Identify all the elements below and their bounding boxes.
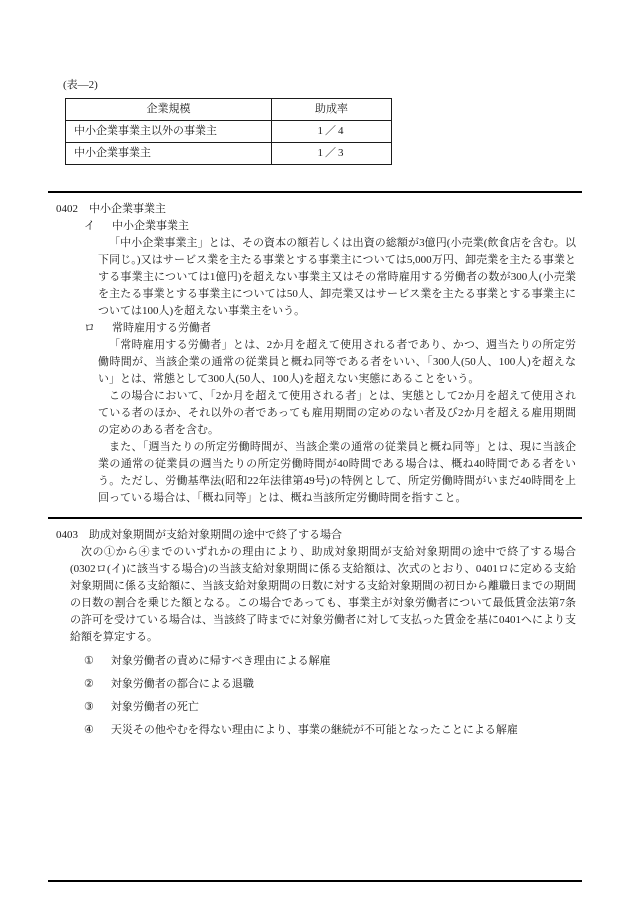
subsection-a-heading <box>84 218 576 235</box>
paragraph-sub-a: 「中小企業事業主」とは、その資本の額若しくは出資の総額が3億円(小売業(飲食店を含む。以下同じ。)又はサービス業を主たる事業とする事業主については5,000万円、卸売業を主たる事業とする事業主については1億円)を超えない事業主又はその常時雇用する労働者の数が300人(小売業を主たる事業とする事業主については50人、卸売業又はサービス業を主たる事業とする事業主については100人)を超えない事業主をいう。 <box>98 237 576 317</box>
cell-grant-rate: 1／4 <box>272 121 392 143</box>
list-item <box>84 676 576 693</box>
item-marker: ② <box>84 678 94 690</box>
table-row <box>66 121 392 143</box>
table-header-grant-rate: 助成率 <box>272 99 392 121</box>
item-marker: ④ <box>84 724 94 736</box>
table-header-company-size: 企業規模 <box>66 99 272 121</box>
table-label: (表―2) <box>63 79 98 91</box>
section-0402-heading <box>56 201 576 218</box>
item-text: 対象労働者の責めに帰すべき理由による解雇 <box>110 655 331 667</box>
item-marker: ③ <box>84 701 94 713</box>
subsection-marker: イ <box>84 220 95 232</box>
table-row <box>66 143 392 165</box>
item-text: 対象労働者の死亡 <box>110 701 199 713</box>
subsection-title: 常時雇用する労働者 <box>112 322 211 334</box>
paragraph-0403: 次の①から④までのいずれかの理由により、助成対象期間が支給対象期間の途中で終了する場合(0302ロ(イ)に該当する場合)の当該支給対象期間に係る支給額は、次式のとおり、0401ロに定める支給対象期間に係る支給額に、当該支給対象期間の日数に対する支給対象期間の初日から離職日までの期間の日数の割合を乗じた額となる。この場合であっても、事業主が対象労働者について最低賃金法第7条の許可を受けている場合は、当該終了時までに対象労働者に対して支払った賃金を基に0401ヘにより支給額を算定する。 <box>70 546 576 643</box>
table-header-row <box>66 99 392 121</box>
reason-list <box>84 653 576 739</box>
item-marker: ① <box>84 655 94 667</box>
section-number: 0402 <box>56 203 78 215</box>
section-title: 中小企業事業主 <box>89 203 166 215</box>
subsection-title: 中小企業事業主 <box>112 220 189 232</box>
list-item <box>84 699 576 716</box>
item-text: 天災その他やむを得ない理由により、事業の継続が不可能となったことによる解雇 <box>110 724 518 736</box>
section-divider-middle <box>48 517 582 519</box>
paragraph-sub-b-2: この場合において、「2か月を超えて使用される者」とは、実態として2か月を超えて使用されている者のほか、それ以外の者であっても雇用期間の定めのない者及び2か月を超える雇用期間の定めのある者を含む。 <box>98 390 576 436</box>
subsection-marker: ロ <box>84 322 95 334</box>
subsection-b-heading <box>84 320 576 337</box>
section-0402 <box>56 201 576 507</box>
page-bottom-divider <box>48 880 582 882</box>
section-divider-top <box>48 191 582 193</box>
cell-company-type: 中小企業事業主以外の事業主 <box>66 121 272 143</box>
section-number: 0403 <box>56 529 78 541</box>
paragraph-sub-b-3: また、「週当たりの所定労働時間が、当該企業の通常の従業員と概ね同等」とは、現に当該企業の通常の従業員の週当たりの所定労働時間が40時間である場合は、概ね40時間である者をいう。ただし、労働基準法(昭和22年法律第49号)の特例として、所定労働時間がいまだ40時間を上回っている場合は、「概ね同等」とは、概ね当該所定労働時間を指すこと。 <box>98 441 576 504</box>
paragraph-sub-b-1: 「常時雇用する労働者」とは、2か月を超えて使用される者であり、かつ、週当たりの所定労働時間が、当該企業の通常の従業員と概ね同等である者をいい、「300人(50人、100人)を超えない」とは、常態として300人(50人、100人)を超えない実態にあることをいう。 <box>98 339 576 385</box>
grant-rate-table <box>65 98 392 165</box>
item-text: 対象労働者の都合による退職 <box>110 678 254 690</box>
section-title: 助成対象期間が支給対象期間の途中で終了する場合 <box>89 529 342 541</box>
list-item <box>84 653 576 670</box>
section-0403-heading <box>56 527 576 544</box>
cell-company-type: 中小企業事業主 <box>66 143 272 165</box>
list-item <box>84 722 576 739</box>
section-0403 <box>56 527 576 739</box>
cell-grant-rate: 1／3 <box>272 143 392 165</box>
